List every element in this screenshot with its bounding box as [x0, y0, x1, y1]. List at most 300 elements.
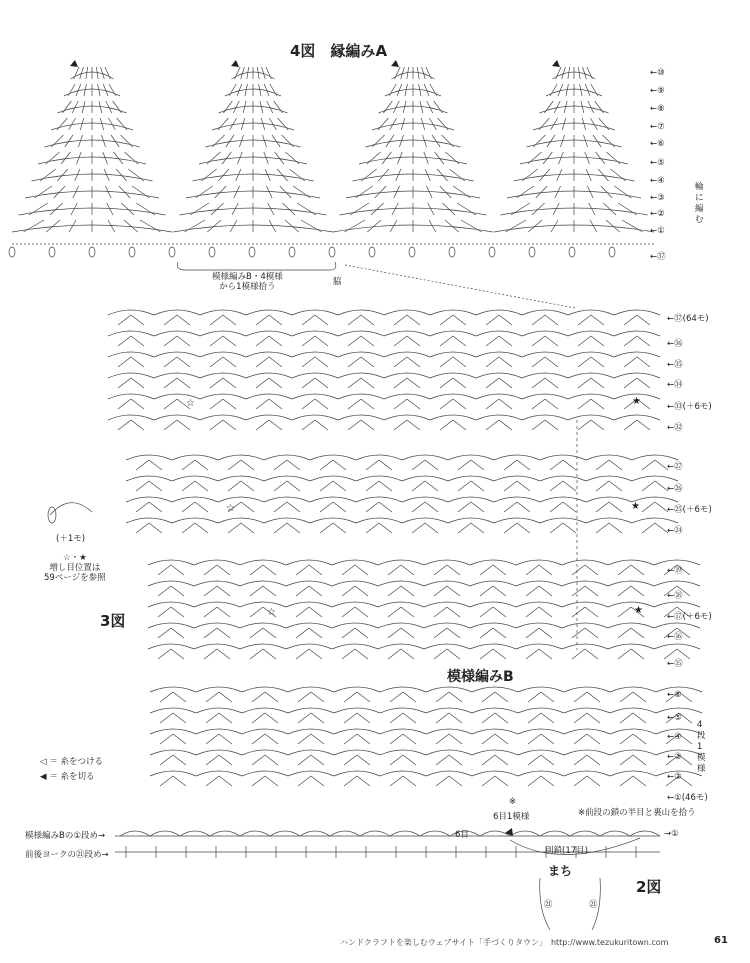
fig3-stitch [447, 607, 460, 617]
fig3-stitch [164, 315, 177, 325]
fig3-stitch [379, 460, 392, 470]
fig3-stitch [315, 378, 328, 388]
fig3-stitch [210, 378, 223, 388]
fig3-row-bottom-4: ←② [667, 772, 682, 782]
figure4-side-note: 輪に編む [695, 182, 704, 225]
fig3-stitch [342, 586, 355, 596]
fig3-stitch [499, 420, 512, 430]
fig3-stitch [541, 734, 554, 744]
fig3-stitch [504, 481, 517, 491]
cut-yarn-icon: ◀ [40, 772, 47, 782]
fig3-stitch [131, 315, 144, 325]
figure3-title: 3図 [100, 612, 126, 630]
fig3-stitch [425, 460, 438, 470]
fig3-stitch [344, 755, 357, 765]
fig3-stitch [394, 357, 407, 367]
fig3-stitch [563, 481, 576, 491]
fig4-stitch [425, 169, 430, 181]
fig3-stitch [480, 607, 493, 617]
fig3-stitch [550, 523, 563, 533]
fig4-stitch [23, 220, 44, 232]
fig3-stitch [195, 460, 208, 470]
fig3-chain-loop [522, 373, 568, 378]
fig3-chain-loop [654, 644, 700, 649]
fig4-stitch [234, 186, 240, 198]
fig3-stitch [596, 523, 609, 533]
fig3-stitch [390, 755, 403, 765]
fig3-stitch [541, 755, 554, 765]
fig3-stitch [265, 734, 278, 744]
fig3-stitch [219, 734, 232, 744]
fig3-stitch [618, 628, 631, 638]
fig3-stitch [311, 776, 324, 786]
fig3-chain-loop [494, 518, 540, 523]
fig4-cut-marker [70, 60, 78, 67]
legend-attach [40, 757, 103, 767]
fig3-stitch [252, 734, 265, 744]
fig3-chain-loop [476, 394, 522, 399]
fig3-stitch [585, 649, 598, 659]
fig3-stitch [379, 481, 392, 491]
fig3-chain-loop [564, 771, 610, 776]
fig3-chain-loop [472, 729, 518, 734]
fig4-stitch [128, 169, 144, 181]
fig3-chain-loop [564, 708, 610, 713]
fig3-stitch [158, 607, 171, 617]
fig3-stitch [401, 586, 414, 596]
fig3-chain-loop [448, 518, 494, 523]
fig3-chain-loop [494, 455, 540, 460]
fig4-stitch [285, 152, 299, 164]
fig3-chain-loop [150, 771, 196, 776]
fig2-loop [390, 831, 420, 836]
fig3-stitch [440, 315, 453, 325]
fig3-stitch [315, 399, 328, 409]
fig3-chain-loop [240, 623, 286, 628]
fig3-chain-loop [196, 771, 242, 776]
fig4-stitch [581, 101, 584, 113]
fig3-chain-loop [564, 750, 610, 755]
fig4-stitch [398, 152, 403, 164]
fig4-stitch [453, 186, 470, 198]
fig3-stitch [403, 692, 416, 702]
fig3-stitch [158, 628, 171, 638]
fig3-stitch [585, 586, 598, 596]
fig4-base-stitch [9, 247, 15, 257]
fig3-stitch [219, 755, 232, 765]
fig3-stitch [171, 628, 184, 638]
fig3-stitch [164, 399, 177, 409]
fig3-chain-loop [264, 497, 310, 502]
fig3-stitch [447, 649, 460, 659]
fig3-stitch [296, 565, 309, 575]
fig3-stitch [223, 357, 236, 367]
fig3-stitch [631, 565, 644, 575]
fig3-stitch [412, 481, 425, 491]
fig3-chain-loop [148, 581, 194, 586]
fig3-chain-loop [426, 687, 472, 692]
fig3-stitch [361, 378, 374, 388]
fig3-stitch [173, 713, 186, 723]
figure4-pickup-note: 模様編みB・4模様 から1模様拾う [212, 272, 283, 292]
fig3-stitch [158, 586, 171, 596]
fig3-stitch [320, 460, 333, 470]
fig4-stitch [556, 67, 562, 79]
fig3-stitch [642, 523, 655, 533]
fig3-stitch [572, 565, 585, 575]
fig3-chain-loop [522, 352, 568, 357]
fig3-stitch [149, 460, 162, 470]
fig3-stitch [620, 734, 633, 744]
fig3-chain-loop [356, 455, 402, 460]
fig2-loop [240, 831, 270, 836]
fig3-stitch [620, 755, 633, 765]
fig3-stitch [453, 315, 466, 325]
fig3-stitch [596, 502, 609, 512]
fig3-stitch [394, 399, 407, 409]
fig3-stitch [403, 734, 416, 744]
fig3-stitch [624, 420, 637, 430]
fig3-row-mid2-3: ←⑯ [667, 632, 683, 642]
fig3-chain-loop [292, 331, 338, 336]
fig3-stitch [572, 586, 585, 596]
fig3-chain-loop [378, 644, 424, 649]
fig4-bracket [177, 262, 336, 270]
fig3-stitch [136, 502, 149, 512]
fig3-chain-loop [614, 373, 660, 378]
fig3-stitch [453, 357, 466, 367]
fig3-stitch [618, 649, 631, 659]
fig3-stitch [177, 420, 190, 430]
fig3-chain-loop [448, 455, 494, 460]
fig3-stitch [287, 481, 300, 491]
fig3-stitch [223, 420, 236, 430]
fig3-chain-loop [200, 352, 246, 357]
fig3-chain-loop [568, 310, 614, 315]
fig3-stitch [532, 378, 545, 388]
fig4-stitch [559, 152, 564, 164]
fig4-stitch [265, 169, 270, 181]
fig3-chain-loop [476, 310, 522, 315]
fig3-chain-loop [516, 581, 562, 586]
fig3-chain-loop [472, 771, 518, 776]
fig3-chain-loop [148, 644, 194, 649]
fig3-stitch [624, 378, 637, 388]
fig3-stitch [269, 315, 282, 325]
fig4-cut-marker [231, 60, 239, 67]
fig4-stitch [587, 67, 593, 79]
fig3-stitch [210, 315, 223, 325]
fig3-stitch [574, 692, 587, 702]
fig4-base-stitch [569, 247, 575, 257]
fig3-stitch [532, 399, 545, 409]
fig3-chain-loop [196, 687, 242, 692]
fig3-stitch [388, 607, 401, 617]
fig3-stitch [263, 628, 276, 638]
fig4-stitch [260, 101, 263, 113]
fig3-stitch [390, 713, 403, 723]
fig3-stitch [642, 460, 655, 470]
fig3-stitch [578, 378, 591, 388]
fig3-stitch [394, 336, 407, 346]
fig2-loop [120, 831, 150, 836]
fig3-stitch [578, 357, 591, 367]
fig3-chain-loop [150, 708, 196, 713]
fig3-stitch [204, 565, 217, 575]
fig3-stitch [591, 336, 604, 346]
fig3-stitch [269, 357, 282, 367]
fig3-chain-loop [378, 602, 424, 607]
fig4-stitch [544, 101, 553, 113]
fig3-stitch [545, 399, 558, 409]
fig3-chain-loop [286, 623, 332, 628]
fig4-stitch [586, 169, 591, 181]
fig4-base-stitch [209, 247, 215, 257]
fig3-stitch [499, 336, 512, 346]
fig4-stitch [344, 220, 365, 232]
fig4-stitch [270, 84, 277, 96]
fig3-stitch [578, 336, 591, 346]
fig3-stitch [206, 755, 219, 765]
fig3-chain-loop [430, 373, 476, 378]
fig3-chain-loop [608, 602, 654, 607]
fig3-chain-loop [586, 518, 632, 523]
fig3-stitch [357, 734, 370, 744]
fig3-chain-loop [402, 455, 448, 460]
fig3-row-top-0: ←㊲(64モ) [667, 314, 709, 324]
fig4-stitch [539, 118, 550, 130]
fig3-chain-loop [200, 415, 246, 420]
fig3-row-bottom-2: ←④ [667, 732, 682, 742]
fig4-stitch [108, 220, 115, 232]
fig3-chain-loop [240, 644, 286, 649]
fig3-row-top-2: ←㉟ [667, 360, 683, 370]
fig3-chain-loop [380, 771, 426, 776]
fig4-stitch [84, 84, 86, 96]
increase-marker: ☆ [186, 398, 195, 409]
fig4-stitch [57, 118, 68, 130]
fig3-chain-loop [586, 497, 632, 502]
fig3-stitch [572, 649, 585, 659]
fig3-chain-loop [610, 771, 656, 776]
fig4-stitch [105, 186, 111, 198]
fig3-stitch [526, 607, 539, 617]
fig3-chain-loop [150, 750, 196, 755]
fig2-side-row-left: ㉑ [544, 900, 553, 910]
fig3-stitch [348, 336, 361, 346]
figure2-title: 2図 [636, 878, 662, 896]
fig2-loop [480, 831, 510, 836]
fig3-stitch [631, 649, 644, 659]
fig3-chain-loop [242, 750, 288, 755]
fig3-stitch [528, 776, 541, 786]
legend-cut [40, 772, 94, 782]
fig3-chain-loop [286, 560, 332, 565]
fig3-stitch [591, 420, 604, 430]
fig3-chain-loop [448, 497, 494, 502]
fig3-stitch [449, 776, 462, 786]
fig3-chain-loop [332, 602, 378, 607]
fig3-stitch [182, 502, 195, 512]
fig3-chain-loop [476, 352, 522, 357]
fig3-stitch [436, 734, 449, 744]
fig4-stitch [361, 169, 377, 181]
fig3-chain-loop [516, 623, 562, 628]
fig3-stitch [578, 399, 591, 409]
fig3-stitch [206, 734, 219, 744]
fig3-stitch [493, 586, 506, 596]
fig3-chain-loop [518, 729, 564, 734]
fig3-chain-loop [470, 602, 516, 607]
fig3-stitch [563, 460, 576, 470]
fig3-stitch [204, 607, 217, 617]
fig3-chain-loop [518, 708, 564, 713]
fig3-chain-loop [172, 518, 218, 523]
fig3-stitch [493, 649, 506, 659]
fig3-chain-loop [288, 750, 334, 755]
fig3-stitch [486, 357, 499, 367]
fig3-stitch [173, 692, 186, 702]
fig3-stitch [296, 607, 309, 617]
fig3-stitch [482, 776, 495, 786]
fig4-stitch [263, 135, 267, 147]
fig3-stitch [482, 692, 495, 702]
fig3-chain-loop [562, 623, 608, 628]
fig3-stitch [633, 734, 646, 744]
fig4-stitch [124, 152, 138, 164]
fig3-stitch [320, 481, 333, 491]
fig3-stitch [550, 481, 563, 491]
fig4-stitch [69, 220, 76, 232]
fig4-stitch [582, 118, 586, 130]
fig4-stitch [229, 84, 236, 96]
fig3-stitch [333, 523, 346, 533]
fig3-stitch [171, 649, 184, 659]
symbol-note: ☆・★ 増し目位置は 59ページを参照 [44, 553, 106, 583]
fig3-stitch [541, 713, 554, 723]
fig3-chain-loop [632, 518, 678, 523]
fig4-stitch [232, 203, 238, 215]
fig3-stitch [296, 628, 309, 638]
fig4-stitch [392, 203, 398, 215]
fig4-row-label-5: ←⑤ [650, 158, 665, 168]
fig4-stitch [395, 67, 401, 79]
fig3-stitch [118, 315, 131, 325]
fig3-chain-loop [564, 687, 610, 692]
fig3-stitch [471, 460, 484, 470]
fig4-stitch [140, 220, 161, 232]
fig4-stitch [420, 101, 423, 113]
fig4-stitch [269, 220, 276, 232]
fig3-stitch [241, 481, 254, 491]
fig4-stitch [103, 152, 108, 164]
fig4-stitch [405, 84, 407, 96]
fig2-loop [150, 831, 180, 836]
fig3-stitch [217, 649, 230, 659]
fig3-stitch [624, 336, 637, 346]
fig3-chain-loop [540, 497, 586, 502]
fig4-stitch [562, 118, 566, 130]
fig4-base-stitch [409, 247, 415, 257]
fig3-chain-loop [126, 455, 172, 460]
fig3-stitch [355, 628, 368, 638]
fig4-base-stitch [289, 247, 295, 257]
fig3-stitch [504, 460, 517, 470]
fig4-stitch [102, 135, 106, 147]
fig4-row-label-4: ←⑥ [650, 139, 665, 149]
fig3-chain-loop [608, 581, 654, 586]
fig3-stitch [482, 755, 495, 765]
fig3-chain-loop [470, 581, 516, 586]
fig4-stitch [223, 101, 232, 113]
fig4-stitch [68, 84, 75, 96]
fig3-chain-loop [332, 581, 378, 586]
fig3-stitch [449, 734, 462, 744]
fig3-stitch [274, 523, 287, 533]
fig3-chain-loop [426, 750, 472, 755]
fig3-chain-loop [356, 497, 402, 502]
fig3-stitch [453, 378, 466, 388]
fig3-stitch [177, 378, 190, 388]
fig3-stitch [298, 776, 311, 786]
pickup-note: ※前段の鎖の半目と裏山を拾う [578, 808, 696, 818]
fig3-chain-loop [426, 729, 472, 734]
fig4-stitch [266, 186, 272, 198]
fig3-stitch [574, 713, 587, 723]
fig3-stitch [596, 481, 609, 491]
fig3-stitch [241, 523, 254, 533]
fig3-chain-loop [614, 310, 660, 315]
fig4-stitch [584, 135, 588, 147]
fig3-stitch [311, 692, 324, 702]
fig3-stitch [539, 628, 552, 638]
fig3-stitch [458, 460, 471, 470]
fig3-stitch [517, 460, 530, 470]
fig3-stitch [495, 755, 508, 765]
fig4-stitch [257, 67, 259, 79]
fig3-chain-loop [242, 771, 288, 776]
fig3-chain-loop [424, 602, 470, 607]
fig3-chain-loop [194, 581, 240, 586]
fig2-loop [510, 831, 540, 836]
fig4-stitch [595, 101, 604, 113]
fig3-stitch [263, 586, 276, 596]
fig4-stitch [557, 169, 562, 181]
fig3-chain-loop [470, 623, 516, 628]
fig3-stitch [528, 692, 541, 702]
fig3-stitch [274, 502, 287, 512]
fig3-stitch [401, 565, 414, 575]
fig3-chain-loop [194, 644, 240, 649]
fig3-chain-loop [424, 581, 470, 586]
fig3-stitch [574, 755, 587, 765]
fig3-stitch [269, 420, 282, 430]
fig3-stitch [348, 399, 361, 409]
fig3-chain-loop [310, 455, 356, 460]
fig3-stitch [401, 607, 414, 617]
fig3-stitch [210, 420, 223, 430]
fig3-stitch [471, 523, 484, 533]
fig3-stitch [287, 460, 300, 470]
fig4-stitch [266, 67, 272, 79]
fig3-stitch [504, 502, 517, 512]
fig3-stitch [357, 776, 370, 786]
fig3-chain-loop [154, 310, 200, 315]
fig4-stitch [419, 84, 421, 96]
fig3-row-mid-2: ←㉕(＋6モ) [667, 505, 712, 515]
fig4-row-label-2: ←⑧ [650, 104, 665, 114]
fig4-stitch [429, 220, 436, 232]
